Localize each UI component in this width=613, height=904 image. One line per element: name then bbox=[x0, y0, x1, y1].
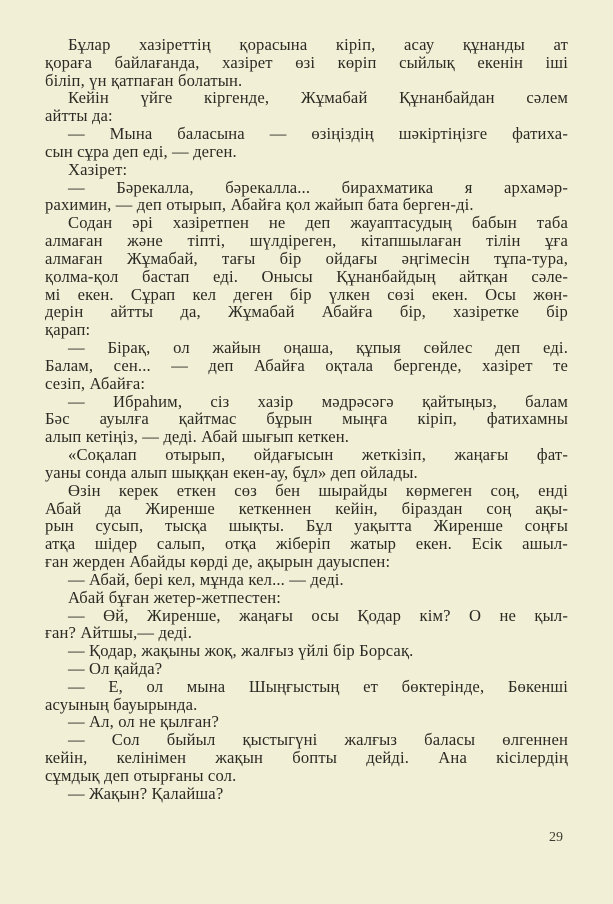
text-line: асуының бауырында. bbox=[45, 694, 198, 714]
text-line: біліп, үн қатпаған болатын. bbox=[45, 70, 243, 90]
paragraph bbox=[45, 393, 568, 446]
text-line: қарап: bbox=[45, 320, 91, 340]
text-line: алмаған және тіпті, шүлдіреген, кітапшылаған тілін ұға bbox=[45, 231, 568, 251]
text-line: — Өй, Жиренше, жаңағы осы Қодар кім? О не қыл- bbox=[68, 605, 568, 625]
text-line: рын сусып, тысқа шықты. Бұл уақытта Жиренше соңғы bbox=[45, 516, 568, 536]
text-line: Абай бұған жетер-жетпестен: bbox=[68, 587, 282, 607]
text-line: Абай да Жиренше кеткеннен кейін, біраздан соң ақы- bbox=[45, 498, 568, 518]
text-line: уаны сонда алып шыққан екен-ау, бұл» деп ойлады. bbox=[45, 462, 418, 482]
text-line: дерін айтты да, Жұмабай Абайға бір, хазіретке бір bbox=[45, 302, 568, 322]
text-line: — Жақын? Қалайша? bbox=[68, 783, 224, 803]
text-line: — Ибраһим, сіз хазір мәдрәсәгә қайтыңыз, балам bbox=[68, 391, 568, 411]
paragraph bbox=[45, 89, 568, 125]
text-line: алмаған Жұмабай, тағы бір ойдағы әңгімесін тұпа-тура, bbox=[45, 248, 568, 268]
text-line: Балам, сен... — деп Абайға оқтала бергенде, хазірет те bbox=[45, 355, 568, 375]
text-line: алып кетіңіз, — деді. Абай шығып кеткен. bbox=[45, 427, 350, 447]
paragraph bbox=[45, 660, 568, 678]
paragraph bbox=[45, 678, 568, 714]
paragraph bbox=[45, 785, 568, 803]
text-line: — Е, ол мына Шыңғыстың ет бөктерінде, Бөкенші bbox=[68, 676, 568, 696]
paragraph bbox=[45, 482, 568, 571]
book-page-text bbox=[45, 36, 568, 803]
text-line: кейін, келінімен жақын бопты дейді. Ана кісілердің bbox=[45, 748, 568, 768]
text-line: Хазірет: bbox=[68, 159, 128, 179]
paragraph bbox=[45, 125, 568, 161]
text-line: — Бәрекалла, бәрекалла... бирахматика я архамәр- bbox=[68, 177, 568, 197]
page-number: 29 bbox=[549, 830, 563, 845]
text-line: — Қодар, жақыны жоқ, жалғыз үйлі бір Борсақ. bbox=[68, 641, 414, 661]
text-line: сұмдық деп отырғаны сол. bbox=[45, 765, 237, 785]
text-line: «Соқалап отырып, ойдағысын жеткізіп, жаңағы фат- bbox=[68, 445, 568, 465]
text-line: сын сұра деп еді, — деген. bbox=[45, 141, 237, 161]
paragraph bbox=[45, 571, 568, 589]
text-line: рахимин, — деп отырып, Абайға қол жайып бата берген-ді. bbox=[45, 195, 474, 215]
text-line: ған жерден Абайды көрді де, ақырын дауыспен: bbox=[45, 552, 391, 572]
text-line: Бұлар хазіреттің қорасына кіріп, асау құнанды ат bbox=[68, 35, 568, 54]
paragraph bbox=[45, 36, 568, 89]
paragraph bbox=[45, 179, 568, 215]
paragraph bbox=[45, 607, 568, 643]
text-line: мі екен. Сұрап кел деген бір үлкен сөзі екен. Осы жөн- bbox=[45, 284, 568, 304]
paragraph bbox=[45, 214, 568, 339]
text-line: сезіп, Абайға: bbox=[45, 373, 146, 393]
text-line: — Бірақ, ол жайын оңаша, құпыя сөйлес деп еді. bbox=[68, 338, 568, 358]
text-line: — Ал, ол не қылған? bbox=[68, 712, 219, 732]
text-line: — Мына баласына — өзіңіздің шәкіртіңізге фатиха- bbox=[68, 124, 568, 144]
paragraph bbox=[45, 339, 568, 392]
text-line: Содан әрі хазіретпен не деп жауаптасудың бабын таба bbox=[68, 213, 568, 233]
paragraph bbox=[45, 713, 568, 731]
paragraph bbox=[45, 642, 568, 660]
text-line: айтты да: bbox=[45, 106, 113, 126]
text-line: атқа шідер салып, отқа жіберіп жатыр екен. Есік ашыл- bbox=[45, 534, 568, 554]
text-line: қолма-қол бастап еді. Онысы Құнанбайдың айтқан сәле- bbox=[45, 266, 568, 286]
paragraph bbox=[45, 589, 568, 607]
paragraph bbox=[45, 161, 568, 179]
text-line: ған? Айтшы,— деді. bbox=[45, 623, 192, 643]
text-line: — Абай, бері кел, мұнда кел... — деді. bbox=[68, 569, 344, 589]
text-line: — Ол қайда? bbox=[68, 658, 163, 678]
paragraph bbox=[45, 446, 568, 482]
paragraph bbox=[45, 731, 568, 784]
text-line: Өзін керек еткен сөз бен шырайды көрмеген соң, енді bbox=[68, 480, 568, 500]
text-line: Кейін үйге кіргенде, Жұмабай Құнанбайдан сәлем bbox=[68, 88, 568, 108]
text-line: — Сол быйыл қыстыгүні жалғыз баласы өлгеннен bbox=[68, 730, 568, 750]
text-line: қораға байлағанда, хазірет өзі көріп сыйлық екенін іші bbox=[45, 52, 568, 72]
text-line: Бәс ауылға қайтмас бұрын мыңға кіріп, фатихамны bbox=[45, 409, 568, 429]
